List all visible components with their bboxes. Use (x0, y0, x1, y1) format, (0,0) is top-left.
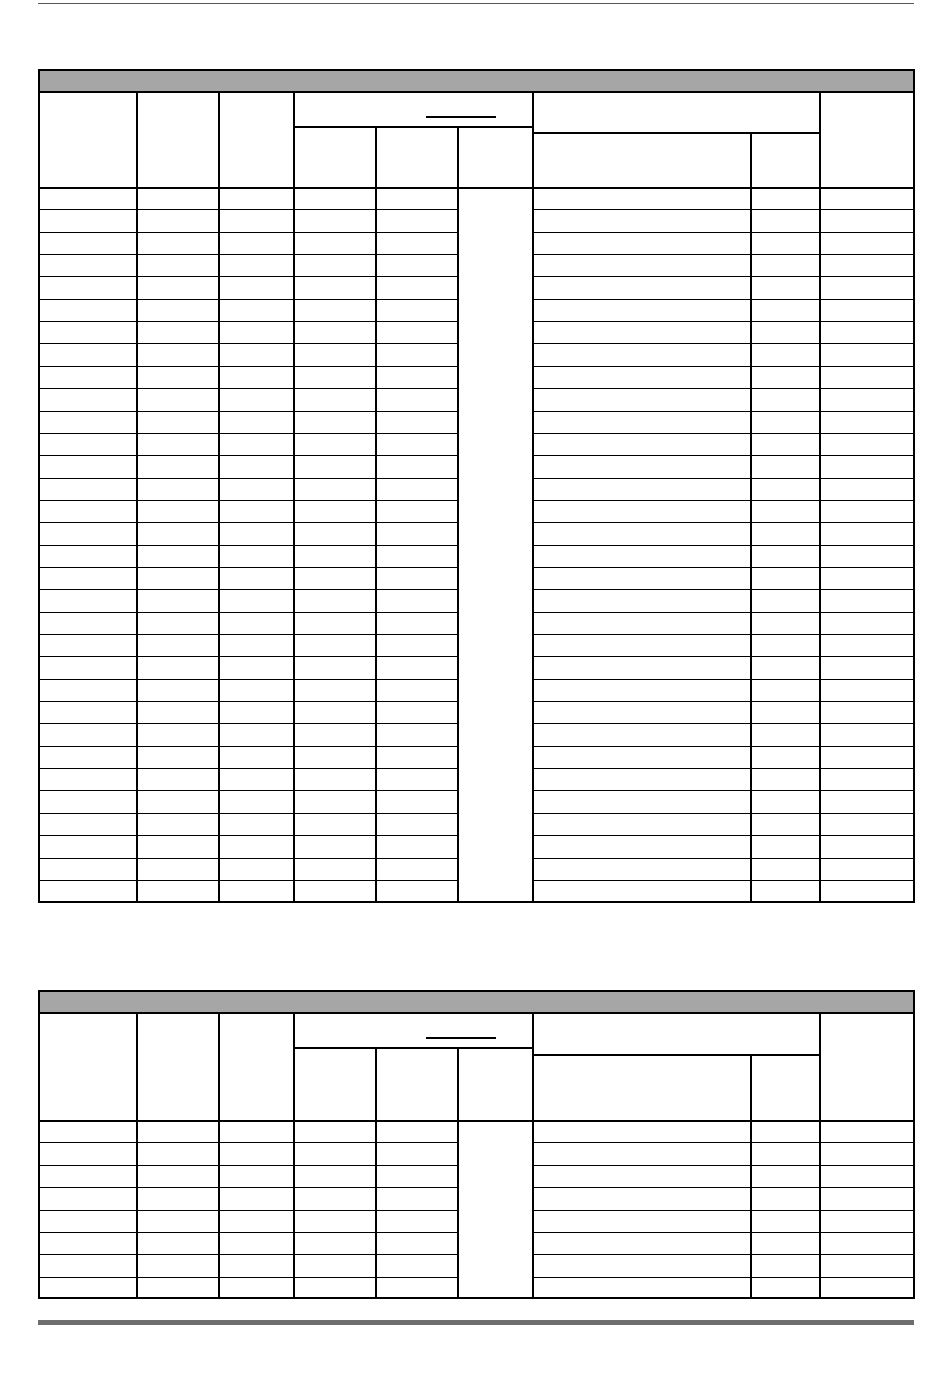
row-divider (532, 768, 913, 769)
column-divider (750, 132, 752, 901)
row-divider (40, 813, 457, 814)
row-divider (532, 411, 913, 412)
column-divider (375, 126, 377, 901)
group-header-divider-right (532, 132, 820, 134)
group-header-divider-left (293, 126, 533, 128)
row-divider (532, 612, 913, 613)
row-divider (40, 1210, 457, 1211)
row-divider (532, 321, 913, 322)
row-divider (40, 343, 457, 344)
row-divider (40, 723, 457, 724)
column-divider (750, 1054, 752, 1297)
row-divider (40, 1142, 457, 1143)
column-divider (457, 1047, 459, 1297)
table-1-title-bar (40, 71, 913, 93)
column-divider (375, 1047, 377, 1297)
row-divider (532, 1210, 913, 1211)
row-divider (532, 634, 913, 635)
row-divider (40, 276, 457, 277)
column-divider (532, 93, 534, 901)
row-divider (40, 299, 457, 300)
row-divider (40, 366, 457, 367)
top-rule (38, 3, 914, 4)
row-divider (532, 545, 913, 546)
row-divider (532, 589, 913, 590)
row-divider (40, 321, 457, 322)
row-divider (40, 634, 457, 635)
row-divider (40, 209, 457, 210)
data-table-1 (38, 69, 915, 903)
row-divider (532, 343, 913, 344)
row-divider (532, 299, 913, 300)
row-divider (40, 232, 457, 233)
row-divider (532, 455, 913, 456)
column-divider (218, 93, 220, 901)
row-divider (40, 858, 457, 859)
row-divider (532, 790, 913, 791)
row-divider (532, 232, 913, 233)
row-divider (40, 589, 457, 590)
row-divider (40, 478, 457, 479)
column-divider (819, 93, 821, 901)
row-divider (40, 567, 457, 568)
row-divider (40, 612, 457, 613)
row-divider (40, 679, 457, 680)
row-divider (532, 723, 913, 724)
row-divider (40, 388, 457, 389)
row-divider (532, 858, 913, 859)
row-divider (532, 209, 913, 210)
column-divider (136, 93, 138, 901)
group-header-divider-left (293, 1047, 533, 1049)
group-header-divider-right (532, 1054, 820, 1056)
column-divider (293, 93, 295, 901)
row-divider (40, 1232, 457, 1233)
row-divider (40, 500, 457, 501)
row-divider (532, 1165, 913, 1166)
data-table-2 (38, 990, 915, 1299)
row-divider (40, 411, 457, 412)
row-divider (532, 1277, 913, 1278)
table-2-title-bar (40, 992, 913, 1014)
row-divider (40, 254, 457, 255)
row-divider (532, 388, 913, 389)
row-divider (532, 813, 913, 814)
row-divider (40, 545, 457, 546)
row-divider (40, 790, 457, 791)
row-divider (532, 567, 913, 568)
row-divider (40, 1254, 457, 1255)
row-divider (532, 1232, 913, 1233)
row-divider (532, 254, 913, 255)
row-divider (532, 656, 913, 657)
row-divider (532, 880, 913, 881)
header-body-divider (40, 187, 913, 189)
row-divider (40, 522, 457, 523)
row-divider (532, 701, 913, 702)
row-divider (532, 366, 913, 367)
header-body-divider (40, 1120, 913, 1122)
row-divider (532, 746, 913, 747)
row-divider (40, 746, 457, 747)
footer-rule (38, 1320, 914, 1325)
row-divider (40, 1277, 457, 1278)
row-divider (532, 522, 913, 523)
row-divider (532, 276, 913, 277)
row-divider (532, 1254, 913, 1255)
row-divider (40, 1187, 457, 1188)
column-divider (457, 126, 459, 901)
row-divider (532, 478, 913, 479)
row-divider (40, 768, 457, 769)
group-header-underline (426, 1037, 496, 1039)
row-divider (40, 701, 457, 702)
row-divider (40, 455, 457, 456)
row-divider (40, 1165, 457, 1166)
row-divider (532, 679, 913, 680)
row-divider (40, 835, 457, 836)
row-divider (532, 433, 913, 434)
row-divider (40, 433, 457, 434)
row-divider (40, 880, 457, 881)
row-divider (532, 835, 913, 836)
row-divider (532, 500, 913, 501)
row-divider (40, 656, 457, 657)
row-divider (532, 1187, 913, 1188)
row-divider (532, 1142, 913, 1143)
group-header-underline (426, 116, 496, 118)
